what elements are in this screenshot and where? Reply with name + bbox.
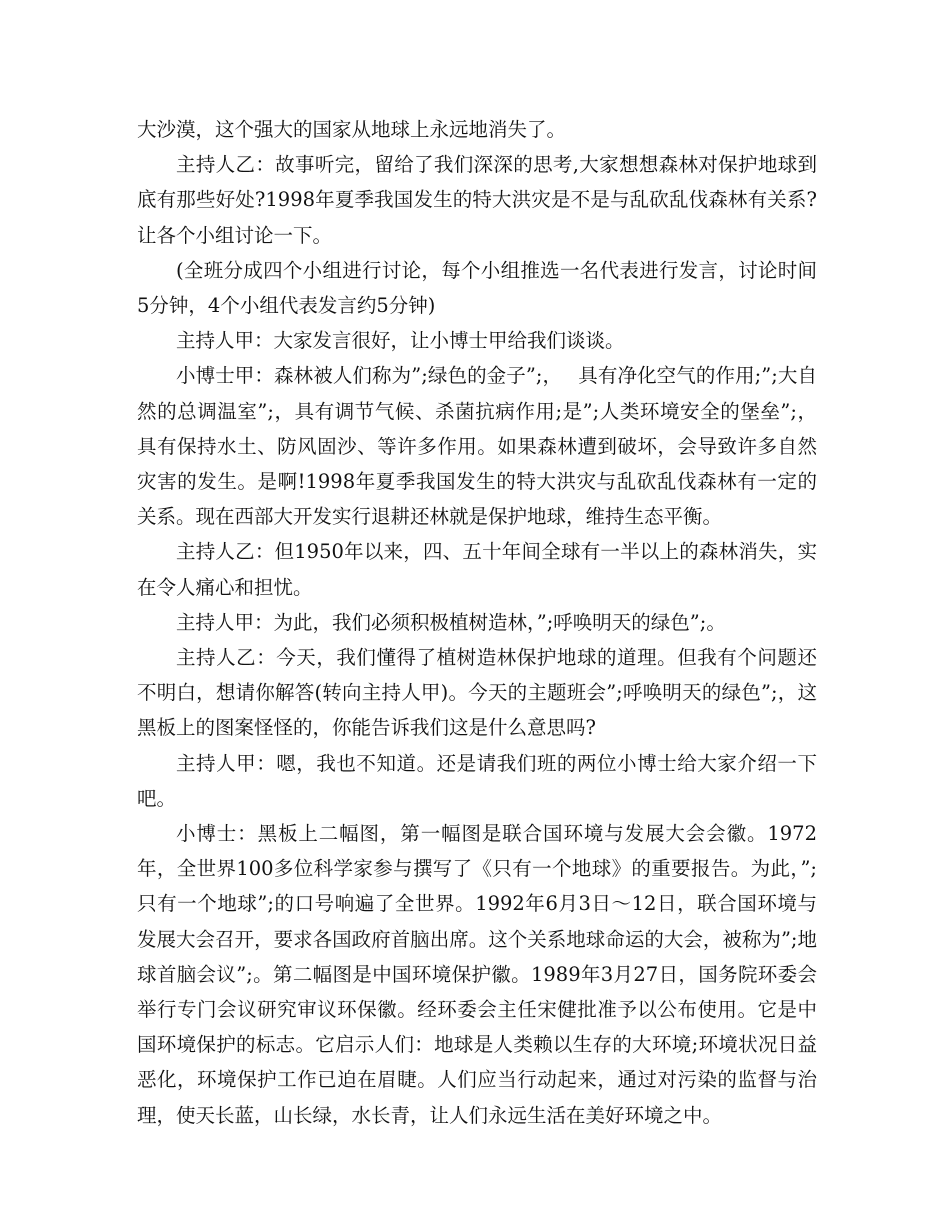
paragraph-2: (全班分成四个小组进行讨论，每个小组推选一名代表进行发言，讨论时间5分钟，4个小组代表发言约5分钟) [137, 258, 817, 318]
paragraph-1: 主持人乙：故事听完，留给了我们深深的思考,大家想想森林对保护地球到底有那些好处?1998年夏季我国发生的特大洪灾是不是与乱砍乱伐森林有关系?让各个小组讨论一下。 [137, 153, 817, 247]
paragraph-4: 小博士甲：森林被人们称为”;绿色的金子”;， 具有净化空气的作用;”;大自然的总调温室”;，具有调节气候、杀菌抗病作用;是”;人类环境安全的堡垒”;，具有保持水土、防风固沙、等许多作用。如果森林遭到破坏，会导致许多自然灾害的发生。是啊!1998年夏季我国发生的特大洪灾与乱砍乱伐森林有一定的关系。现在西部大开发实行退耕还林就是保护地球，维持生态平衡。 [137, 364, 817, 529]
document-body [137, 112, 817, 1133]
paragraph-5: 主持人乙：但1950年以来，四、五十年间全球有一半以上的森林消失，实在令人痛心和担忧。 [137, 540, 817, 599]
paragraph-8: 主持人甲：嗯，我也不知道。还是请我们班的两位小博士给大家介绍一下吧。 [137, 751, 817, 810]
paragraph-6: 主持人甲：为此，我们必须积极植树造林，”;呼唤明天的绿色”;。 [176, 610, 726, 634]
paragraph-0: 大沙漠，这个强大的国家从地球上永远地消失了。 [137, 118, 567, 141]
paragraph-9: 小博士：黑板上二幅图，第一幅图是联合国环境与发展大会会徽。1972年，全世界100多位科学家参与撰写了《只有一个地球》的重要报告。为此，”;只有一个地球”;的口号响遍了全世界。1992年6月3日～12日，联合国环境与发展大会召开，要求各国政府首脑出席。这个关系地球命运的大会，被称为”;地球首脑会议”;。第二幅图是中国环境保护徽。1989年3月27日，国务院环委会举行专门会议研究审议环保徽。经环委会主任宋健批准予以公布使用。它是中国环境保护的标志。它启示人们：地球是人类赖以生存的大环境;环境状况日益恶化，环境保护工作已迫在眉睫。人们应当行动起来，通过对污染的监督与治理，使天长蓝，山长绿，水长青，让人们永远生活在美好环境之中。 [137, 822, 817, 1127]
paragraph-3: 主持人甲：大家发言很好，让小博士甲给我们谈谈。 [176, 329, 625, 353]
paragraph-7: 主持人乙：今天，我们懂得了植树造林保护地球的道理。但我有个问题还不明白，想请你解答(转向主持人甲)。今天的主题班会”;呼唤明天的绿色”;，这黑板上的图案怪怪的，你能告诉我们这是什么意思吗? [137, 646, 817, 740]
